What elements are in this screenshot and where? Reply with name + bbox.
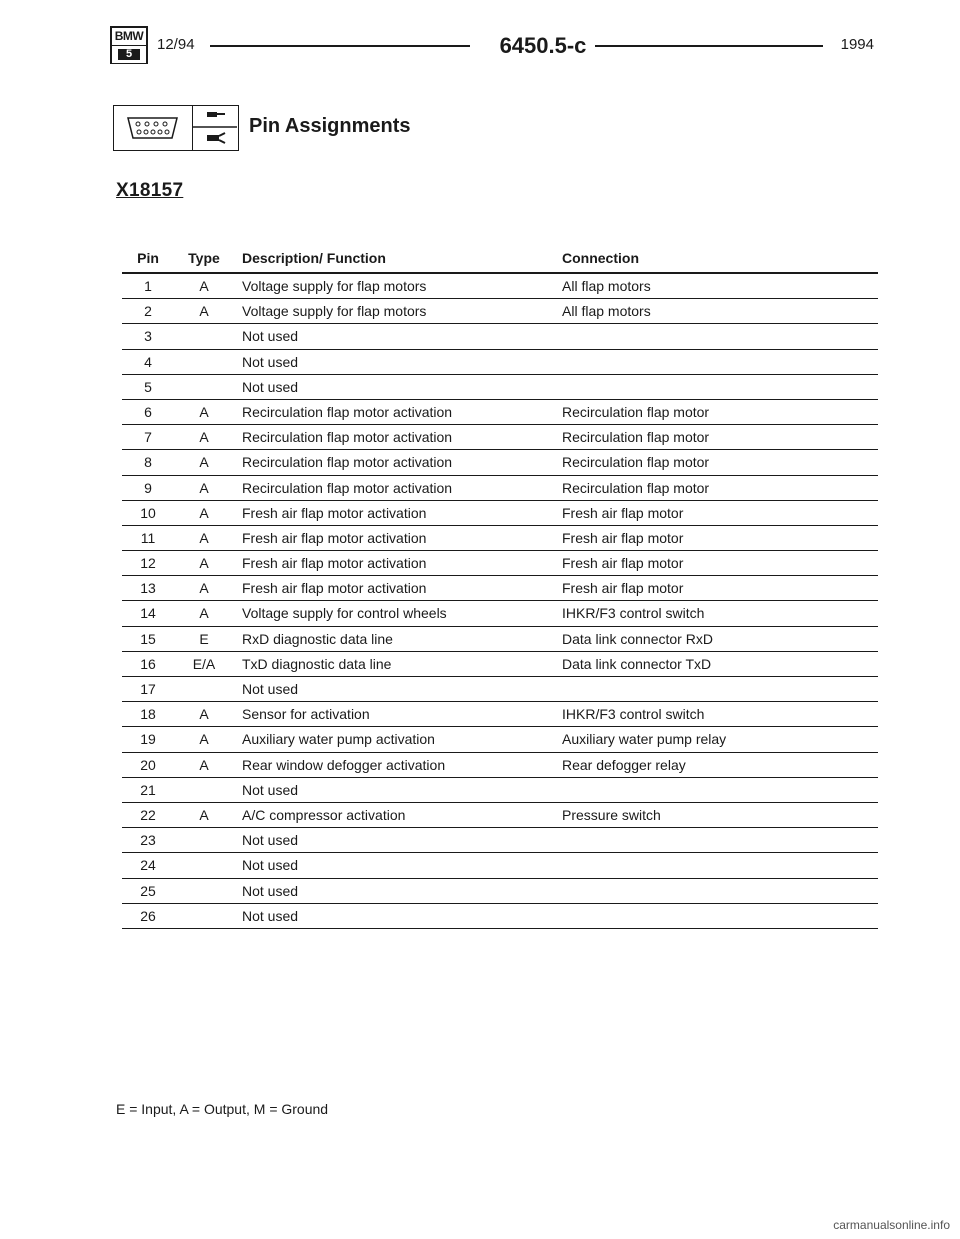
table-row <box>122 601 878 626</box>
table-row <box>122 425 878 450</box>
pin-cell: 7 <box>144 429 152 446</box>
pin-cell: 15 <box>140 630 156 647</box>
description-cell: Voltage supply for flap motors <box>242 303 427 320</box>
type-cell: A <box>199 529 209 546</box>
pin-cell: 13 <box>140 580 156 597</box>
table-row <box>122 551 878 576</box>
pin-cell: 11 <box>140 529 156 546</box>
table-row <box>122 627 878 652</box>
connection-cell: Fresh air flap motor <box>562 529 684 546</box>
connector-pins-icon <box>113 105 193 151</box>
pin-cell: 1 <box>144 278 152 294</box>
pin-cell: 20 <box>140 756 156 773</box>
description-cell: Recirculation flap motor activation <box>242 403 453 420</box>
table-row <box>122 324 878 349</box>
connector-part-number: X18157 <box>116 180 184 201</box>
description-cell: Sensor for activation <box>242 706 370 723</box>
header-rule-left <box>210 45 470 47</box>
type-cell: E/A <box>192 655 216 672</box>
table-header <box>122 246 878 274</box>
description-cell: Not used <box>242 378 299 395</box>
watermark-footer: carmanualsonline.info <box>710 1211 960 1239</box>
connection-cell: IHKR/F3 control switch <box>562 706 705 723</box>
connection-cell: Fresh air flap motor <box>562 580 684 597</box>
description-cell: Recirculation flap motor activation <box>242 429 453 446</box>
description-cell: Fresh air flap motor activation <box>242 580 427 597</box>
type-legend: E = Input, A = Output, M = Ground <box>116 1101 329 1117</box>
pin-cell: 8 <box>144 454 152 471</box>
description-cell: Fresh air flap motor activation <box>242 504 427 521</box>
type-cell: A <box>199 806 209 823</box>
table-row <box>122 350 878 375</box>
description-cell: Not used <box>242 857 299 874</box>
description-cell: TxD diagnostic data line <box>242 655 392 672</box>
column-header-pin: Pin <box>137 250 159 266</box>
type-cell: A <box>199 278 209 294</box>
pin-cell: 19 <box>140 731 156 748</box>
type-cell: A <box>199 731 209 748</box>
description-cell: Not used <box>242 353 299 370</box>
type-cell: A <box>199 429 209 446</box>
description-cell: Not used <box>242 328 299 345</box>
column-header-connection: Connection <box>562 250 639 266</box>
table-row <box>122 576 878 601</box>
pin-cell: 25 <box>140 882 156 899</box>
table-row <box>122 652 878 677</box>
table-row <box>122 702 878 727</box>
connection-cell: Auxiliary water pump relay <box>562 731 727 748</box>
type-cell: E <box>199 630 209 647</box>
connection-cell: Fresh air flap motor <box>562 555 684 572</box>
pin-cell: 2 <box>144 303 152 320</box>
pin-assignment-table <box>122 246 878 929</box>
pin-cell: 26 <box>140 907 156 924</box>
table-row <box>122 526 878 551</box>
pin-cell: 17 <box>140 681 156 697</box>
description-cell: Fresh air flap motor activation <box>242 555 427 572</box>
connection-cell: Recirculation flap motor <box>562 454 710 471</box>
type-cell: A <box>199 403 209 420</box>
pin-cell: 5 <box>144 378 152 395</box>
pin-cell: 18 <box>140 706 156 723</box>
bmw-5-series-logo <box>110 26 148 64</box>
description-cell: Not used <box>242 681 299 697</box>
description-cell: Rear window defogger activation <box>242 756 446 773</box>
table-row <box>122 677 878 702</box>
description-cell: Voltage supply for control wheels <box>242 605 447 622</box>
description-cell: Recirculation flap motor activation <box>242 454 453 471</box>
connection-cell: Data link connector RxD <box>562 630 713 647</box>
connection-cell: Rear defogger relay <box>562 756 686 773</box>
connection-cell: Pressure switch <box>562 806 661 823</box>
connection-cell: Data link connector TxD <box>562 655 712 672</box>
type-cell: A <box>199 303 209 320</box>
column-header-description: Description/ Function <box>242 250 386 266</box>
type-cell: A <box>199 756 209 773</box>
pin-cell: 22 <box>140 806 156 823</box>
type-cell: A <box>199 504 209 521</box>
type-cell: A <box>199 479 209 496</box>
section-title: Pin Assignments <box>249 115 411 137</box>
table-row <box>122 828 878 853</box>
description-cell: A/C compressor activation <box>242 806 406 823</box>
plug-icon <box>193 105 239 151</box>
pin-cell: 14 <box>140 605 156 622</box>
description-cell: Fresh air flap motor activation <box>242 529 427 546</box>
pin-cell: 10 <box>140 504 156 521</box>
pin-cell: 6 <box>144 403 152 420</box>
description-cell: Not used <box>242 832 299 849</box>
column-header-type: Type <box>188 250 220 266</box>
pin-cell: 12 <box>140 555 156 572</box>
logo-series: 5 <box>118 49 140 60</box>
pin-cell: 3 <box>144 328 152 345</box>
description-cell: Not used <box>242 907 299 924</box>
type-cell: A <box>199 555 209 572</box>
table-row <box>122 450 878 475</box>
table-row <box>122 879 878 904</box>
header-date: 12/94 <box>157 36 195 53</box>
description-cell: Not used <box>242 781 299 798</box>
logo-brand: BMW <box>112 28 146 46</box>
connection-cell: Recirculation flap motor <box>562 479 710 496</box>
table-row <box>122 501 878 526</box>
description-cell: Not used <box>242 882 299 899</box>
connection-cell: Recirculation flap motor <box>562 429 710 446</box>
connection-cell: All flap motors <box>562 278 651 294</box>
description-cell: Auxiliary water pump activation <box>242 731 435 748</box>
table-row <box>122 904 878 929</box>
table-row <box>122 727 878 752</box>
pin-cell: 9 <box>144 479 152 496</box>
table-row <box>122 400 878 425</box>
table-row <box>122 274 878 299</box>
table-row <box>122 803 878 828</box>
type-cell: A <box>199 454 209 471</box>
type-cell: A <box>199 706 209 723</box>
description-cell: Recirculation flap motor activation <box>242 479 453 496</box>
table-row <box>122 375 878 400</box>
pin-cell: 4 <box>144 353 152 370</box>
pin-cell: 23 <box>140 832 156 849</box>
table-row <box>122 853 878 878</box>
pin-cell: 24 <box>140 857 156 874</box>
connection-cell: All flap motors <box>562 303 651 320</box>
document-code: 6450.5-c <box>480 26 606 66</box>
table-row <box>122 299 878 324</box>
header-rule-right <box>595 45 823 47</box>
description-cell: RxD diagnostic data line <box>242 630 393 647</box>
pin-cell: 21 <box>140 781 156 798</box>
connection-cell: Recirculation flap motor <box>562 403 710 420</box>
table-row <box>122 778 878 803</box>
page-header <box>110 26 874 66</box>
pin-cell: 16 <box>140 655 156 672</box>
table-row <box>122 753 878 778</box>
connection-cell: Fresh air flap motor <box>562 504 684 521</box>
table-body <box>122 274 878 929</box>
header-year: 1994 <box>840 36 874 53</box>
type-cell: A <box>199 605 209 622</box>
connection-cell: IHKR/F3 control switch <box>562 605 705 622</box>
description-cell: Voltage supply for flap motors <box>242 278 427 294</box>
table-row <box>122 476 878 501</box>
type-cell: A <box>199 580 209 597</box>
